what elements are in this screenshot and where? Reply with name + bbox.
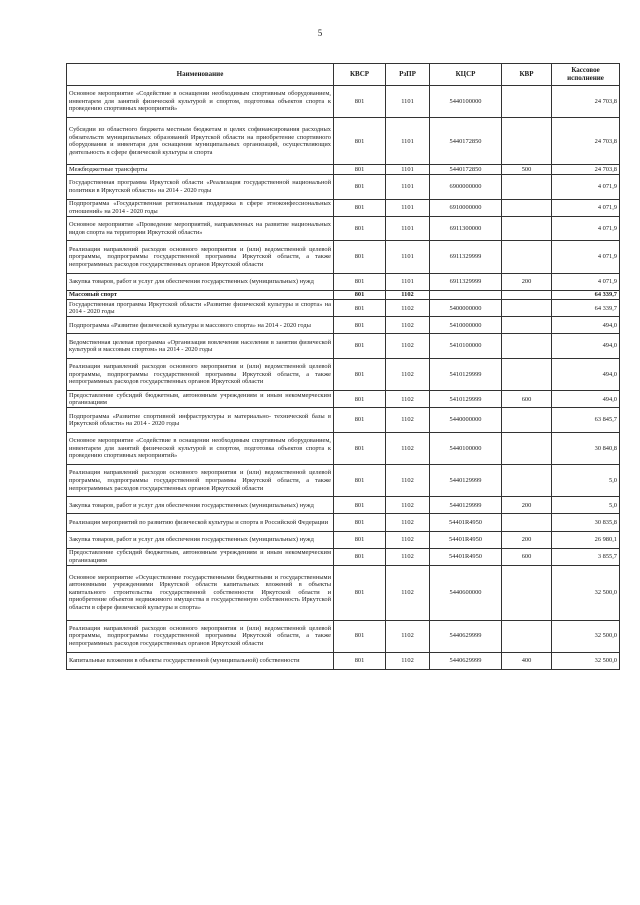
row-rzpr: 1102 bbox=[386, 531, 430, 548]
row-kcsr: 54401R4950 bbox=[430, 531, 502, 548]
row-kvsr: 801 bbox=[334, 199, 386, 216]
row-rzpr: 1102 bbox=[386, 391, 430, 408]
row-kvr bbox=[502, 408, 552, 433]
row-kcsr: 5410129999 bbox=[430, 391, 502, 408]
row-amount: 4 071,9 bbox=[552, 273, 620, 290]
table-row bbox=[67, 620, 620, 652]
row-name: Государственная программа Иркутской области «Реализация государственной национальной политики в Иркутской области» на 2014 - 2020 годы bbox=[67, 175, 334, 200]
row-kcsr: 5440129999 bbox=[430, 465, 502, 497]
row-name: Реализация мероприятий по развитию физической культуры и спорта в Российской Федерации bbox=[67, 514, 334, 531]
row-kvr bbox=[502, 359, 552, 391]
row-amount: 32 500,0 bbox=[552, 652, 620, 669]
row-kcsr: 5410100000 bbox=[430, 334, 502, 359]
row-name: Реализация направлений расходов основного мероприятия и (или) ведомственной целевой программы, подпрограммы государственной программы Иркутской области, а также непрограммных расходов государственных органов Иркутской области bbox=[67, 620, 334, 652]
row-rzpr: 1101 bbox=[386, 165, 430, 175]
row-rzpr: 1102 bbox=[386, 465, 430, 497]
row-name: Реализация направлений расходов основного мероприятия и (или) ведомственной целевой программы, подпрограммы государственной программы Иркутской области, а также непрограммных расходов государственных органов Иркутской области bbox=[67, 359, 334, 391]
row-kcsr: 6911300000 bbox=[430, 216, 502, 241]
row-name: Ведомственная целевая программа «Организация вовлечения населения в занятия физической культурой и массовым спортом» на 2014 - 2020 годы bbox=[67, 334, 334, 359]
table-row bbox=[67, 216, 620, 241]
row-amount: 64 339,7 bbox=[552, 290, 620, 300]
row-name: Закупка товаров, работ и услуг для обеспечения государственных (муниципальных) нужд bbox=[67, 273, 334, 290]
row-rzpr: 1102 bbox=[386, 514, 430, 531]
row-kvr bbox=[502, 290, 552, 300]
row-name: Подпрограмма «Развитие спортивной инфраструктуры и материально- технической базы в Иркутской области» на 2014 - 2020 годы bbox=[67, 408, 334, 433]
table-row bbox=[67, 175, 620, 200]
row-amount: 4 071,9 bbox=[552, 199, 620, 216]
table-row bbox=[67, 241, 620, 273]
row-kcsr: 6910000000 bbox=[430, 199, 502, 216]
table-row bbox=[67, 565, 620, 620]
row-kvsr: 801 bbox=[334, 273, 386, 290]
row-amount: 494,0 bbox=[552, 334, 620, 359]
row-kcsr: 5440000000 bbox=[430, 408, 502, 433]
row-kcsr: 5440629999 bbox=[430, 620, 502, 652]
row-rzpr: 1101 bbox=[386, 199, 430, 216]
table-row bbox=[67, 391, 620, 408]
row-kcsr: 5440100000 bbox=[430, 86, 502, 118]
row-name: Государственная программа Иркутской области «Развитие физической культуры и спорта» на 2014 - 2020 годы bbox=[67, 300, 334, 317]
row-kvsr: 801 bbox=[334, 118, 386, 165]
row-kcsr: 5410000000 bbox=[430, 317, 502, 334]
row-kvr bbox=[502, 620, 552, 652]
row-rzpr: 1102 bbox=[386, 548, 430, 565]
row-kvsr: 801 bbox=[334, 216, 386, 241]
row-kvr: 500 bbox=[502, 165, 552, 175]
row-kvr bbox=[502, 334, 552, 359]
table-header-row bbox=[67, 64, 620, 86]
row-amount: 4 071,9 bbox=[552, 216, 620, 241]
table-row bbox=[67, 548, 620, 565]
row-kvr: 200 bbox=[502, 531, 552, 548]
row-amount: 5,0 bbox=[552, 497, 620, 514]
row-kvsr: 801 bbox=[334, 175, 386, 200]
row-name: Капитальные вложения в объекты государственной (муниципальной) собственности bbox=[67, 652, 334, 669]
row-rzpr: 1102 bbox=[386, 300, 430, 317]
row-kvsr: 801 bbox=[334, 652, 386, 669]
table-row bbox=[67, 408, 620, 433]
table-row bbox=[67, 514, 620, 531]
row-name: Массовый спорт bbox=[67, 290, 334, 300]
row-name: Реализация направлений расходов основного мероприятия и (или) ведомственной целевой программы, подпрограммы государственной программы Иркутской области, а также непрограммных расходов государственных органов Иркутской области bbox=[67, 465, 334, 497]
row-kvr bbox=[502, 86, 552, 118]
row-name: Основное мероприятие «Содействие в оснащении необходимым спортивным оборудованием, инвентарем для занятий физической культурой и спортом, подготовка объектов спорта к проведению спортивных мероприятий» bbox=[67, 432, 334, 464]
row-rzpr: 1101 bbox=[386, 118, 430, 165]
row-rzpr: 1101 bbox=[386, 273, 430, 290]
row-kvsr: 801 bbox=[334, 300, 386, 317]
table-row bbox=[67, 300, 620, 317]
table-row bbox=[67, 273, 620, 290]
row-amount: 494,0 bbox=[552, 359, 620, 391]
row-kvr: 600 bbox=[502, 391, 552, 408]
row-kvr bbox=[502, 317, 552, 334]
row-kvr: 200 bbox=[502, 497, 552, 514]
row-name: Межбюджетные трансферты bbox=[67, 165, 334, 175]
row-kvr bbox=[502, 118, 552, 165]
row-amount: 24 703,8 bbox=[552, 118, 620, 165]
row-kcsr: 6911329999 bbox=[430, 241, 502, 273]
row-kcsr: 6911329999 bbox=[430, 273, 502, 290]
row-kvr bbox=[502, 199, 552, 216]
row-kvr bbox=[502, 565, 552, 620]
row-amount: 32 500,0 bbox=[552, 620, 620, 652]
row-kcsr: 5440129999 bbox=[430, 497, 502, 514]
row-kvsr: 801 bbox=[334, 548, 386, 565]
row-kcsr: 5440100000 bbox=[430, 432, 502, 464]
row-rzpr: 1102 bbox=[386, 290, 430, 300]
row-rzpr: 1101 bbox=[386, 241, 430, 273]
row-kvsr: 801 bbox=[334, 514, 386, 531]
row-kvsr: 801 bbox=[334, 241, 386, 273]
header-rzpr: РзПР bbox=[386, 64, 430, 86]
row-kvr bbox=[502, 465, 552, 497]
row-amount: 494,0 bbox=[552, 391, 620, 408]
budget-execution-table bbox=[66, 63, 620, 670]
row-name: Субсидии из областного бюджета местным бюджетам в целях софинансирования расходных обязательств муниципальных образований Иркутской области на приобретение спортивного оборудования и инвентаря для оснащения муниципальных организаций, осуществляющих деятельность в сфере физической культуры и спорта bbox=[67, 118, 334, 165]
table-row bbox=[67, 334, 620, 359]
table-row bbox=[67, 652, 620, 669]
row-amount: 24 703,8 bbox=[552, 86, 620, 118]
row-kcsr: 5410129999 bbox=[430, 359, 502, 391]
header-amount: Кассовое исполнение bbox=[552, 64, 620, 86]
header-kcsr: КЦСР bbox=[430, 64, 502, 86]
row-amount: 64 339,7 bbox=[552, 300, 620, 317]
row-kcsr: 6900000000 bbox=[430, 175, 502, 200]
row-rzpr: 1102 bbox=[386, 432, 430, 464]
row-kcsr: 5400000000 bbox=[430, 300, 502, 317]
row-rzpr: 1102 bbox=[386, 408, 430, 433]
row-amount: 30 840,8 bbox=[552, 432, 620, 464]
row-name: Основное мероприятие «Осуществление государственными бюджетными и государственными автономными учреждениями Иркутской области капитальных вложений в объекты капитального строительства государственной собственности Иркутской области и приобретение объектов недвижимого имущества в государственную собственность Иркутской области в сфере физической культуры и спорта» bbox=[67, 565, 334, 620]
row-amount: 4 071,9 bbox=[552, 175, 620, 200]
row-rzpr: 1102 bbox=[386, 334, 430, 359]
row-kvsr: 801 bbox=[334, 408, 386, 433]
row-rzpr: 1102 bbox=[386, 497, 430, 514]
row-kcsr: 54401R4950 bbox=[430, 514, 502, 531]
row-kvsr: 801 bbox=[334, 317, 386, 334]
row-rzpr: 1102 bbox=[386, 317, 430, 334]
row-name: Подпрограмма «Государственная региональная поддержка в сфере этноконфессиональных отношений» на 2014 - 2020 годы bbox=[67, 199, 334, 216]
row-kvr: 200 bbox=[502, 273, 552, 290]
row-amount: 26 980,1 bbox=[552, 531, 620, 548]
row-amount: 3 855,7 bbox=[552, 548, 620, 565]
row-kvr bbox=[502, 432, 552, 464]
table-row bbox=[67, 86, 620, 118]
row-rzpr: 1102 bbox=[386, 565, 430, 620]
row-amount: 4 071,9 bbox=[552, 241, 620, 273]
table-row bbox=[67, 359, 620, 391]
row-kvsr: 801 bbox=[334, 565, 386, 620]
row-name: Предоставление субсидий бюджетным, автономным учреждениям и иным некоммерческим организациям bbox=[67, 391, 334, 408]
row-amount: 494,0 bbox=[552, 317, 620, 334]
row-kvsr: 801 bbox=[334, 432, 386, 464]
row-rzpr: 1102 bbox=[386, 652, 430, 669]
row-kvsr: 801 bbox=[334, 391, 386, 408]
table-row bbox=[67, 290, 620, 300]
table-row bbox=[67, 432, 620, 464]
row-name: Предоставление субсидий бюджетным, автономным учреждениям и иным некоммерческим организациям bbox=[67, 548, 334, 565]
row-name: Основное мероприятие «Содействие в оснащении необходимым спортивным оборудованием, инвентарем для занятий физической культурой и спортом, подготовка объектов спорта к проведению спортивных мероприятий» bbox=[67, 86, 334, 118]
row-kcsr: 54401R4950 bbox=[430, 548, 502, 565]
row-name: Основное мероприятие «Проведение мероприятий, направленных на развитие национальных видов спорта на территории Иркутской области» bbox=[67, 216, 334, 241]
row-name: Подпрограмма «Развитие физической культуры и массового спорта» на 2014 - 2020 годы bbox=[67, 317, 334, 334]
table-row bbox=[67, 531, 620, 548]
row-name: Реализация направлений расходов основного мероприятия и (или) ведомственной целевой программы, подпрограммы государственной программы Иркутской области, а также непрограммных расходов государственных органов Иркутской области bbox=[67, 241, 334, 273]
row-name: Закупка товаров, работ и услуг для обеспечения государственных (муниципальных) нужд bbox=[67, 497, 334, 514]
header-name: Наименование bbox=[67, 64, 334, 86]
table-row bbox=[67, 199, 620, 216]
row-kvsr: 801 bbox=[334, 359, 386, 391]
row-kvr bbox=[502, 514, 552, 531]
row-kvr: 400 bbox=[502, 652, 552, 669]
row-kvsr: 801 bbox=[334, 334, 386, 359]
row-amount: 63 845,7 bbox=[552, 408, 620, 433]
row-kcsr: 5440600000 bbox=[430, 565, 502, 620]
row-kvr bbox=[502, 300, 552, 317]
header-kvr: КВР bbox=[502, 64, 552, 86]
row-kcsr: 5440172850 bbox=[430, 165, 502, 175]
row-kvr bbox=[502, 175, 552, 200]
row-amount: 24 703,8 bbox=[552, 165, 620, 175]
row-rzpr: 1101 bbox=[386, 216, 430, 241]
row-kvsr: 801 bbox=[334, 497, 386, 514]
table-row bbox=[67, 317, 620, 334]
row-kvr bbox=[502, 216, 552, 241]
row-rzpr: 1102 bbox=[386, 359, 430, 391]
row-rzpr: 1101 bbox=[386, 175, 430, 200]
row-kvsr: 801 bbox=[334, 531, 386, 548]
table-row bbox=[67, 165, 620, 175]
row-kvsr: 801 bbox=[334, 620, 386, 652]
table-row bbox=[67, 465, 620, 497]
table-row bbox=[67, 497, 620, 514]
table-row bbox=[67, 118, 620, 165]
row-kvsr: 801 bbox=[334, 465, 386, 497]
table-body bbox=[67, 86, 620, 670]
row-rzpr: 1102 bbox=[386, 620, 430, 652]
row-kvr bbox=[502, 241, 552, 273]
row-kcsr: 5440629999 bbox=[430, 652, 502, 669]
row-kvr: 600 bbox=[502, 548, 552, 565]
row-amount: 5,0 bbox=[552, 465, 620, 497]
row-kvsr: 801 bbox=[334, 290, 386, 300]
row-amount: 30 835,8 bbox=[552, 514, 620, 531]
header-kvsr: КВСР bbox=[334, 64, 386, 86]
row-rzpr: 1101 bbox=[386, 86, 430, 118]
row-kvsr: 801 bbox=[334, 165, 386, 175]
row-kcsr bbox=[430, 290, 502, 300]
row-kcsr: 5440172850 bbox=[430, 118, 502, 165]
row-amount: 32 500,0 bbox=[552, 565, 620, 620]
page-number: 5 bbox=[317, 28, 323, 38]
row-kvsr: 801 bbox=[334, 86, 386, 118]
row-name: Закупка товаров, работ и услуг для обеспечения государственных (муниципальных) нужд bbox=[67, 531, 334, 548]
